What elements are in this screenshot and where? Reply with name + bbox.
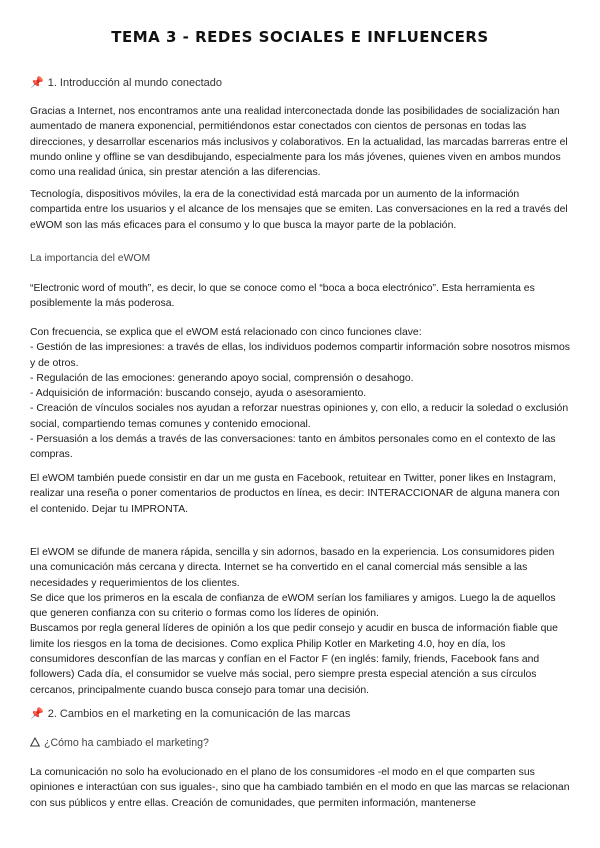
section-1-heading <box>30 76 222 89</box>
pushpin-icon: 📌 <box>30 77 44 89</box>
section-2-heading <box>30 707 350 720</box>
paragraph-text: Tecnología, dispositivos móviles, la era de la conectividad está marcada por un aumento de la información compartida entre los usuarios y el alcance de los mensajes que se emiten. Las conversaciones en la red a través del eWOM son las más eficaces para el consumo y lo que busca la mayor parte de la población. <box>30 189 568 231</box>
paragraph-text: Se dice que los primeros en la escala de confianza de eWOM serían los familiares y amigos. Luego la de aquellos que generen confianza con su criterio o formas como los líderes de opinión. <box>30 592 556 620</box>
paragraph-text: “Electronic word of mouth”, es decir, lo que se conoce como el “boca a boca electrónico”. Esta herramienta es posiblemente la más poderosa. <box>30 283 535 310</box>
section-2-paragraph-1 <box>30 765 570 811</box>
pushpin-icon: 📌 <box>30 708 44 720</box>
warning-triangle-icon <box>30 737 40 747</box>
list-item: - Adquisición de información: buscando consejo, ayuda o asesoramiento. <box>30 388 367 400</box>
ewom-paragraph-3 <box>30 545 570 698</box>
list-item: - Persuasión a los demás a través de las conversaciones: tanto en ámbitos personales como en el contexto de las compras. <box>30 434 556 461</box>
page-title: TEMA 3 - REDES SOCIALES E INFLUENCERS <box>111 28 489 46</box>
list-intro: Con frecuencia, se explica que el eWOM está relacionado con cinco funciones clave: <box>30 327 422 338</box>
paragraph-text: Gracias a Internet, nos encontramos ante una realidad interconectada donde las posibilidades de socialización han aumentado de manera exponencial, permitiéndonos estar conectados con cientos de personas en todas las direcciones, y desarrollar escenarios más inclusivos y colaborativos. En la actualidad, las marcadas barreras entre el mundo online y offline se van desdibujando, especialmente para los más jóvenes, quienes viven en ambos mundos como una realidad única, sin prestar atención a las diferencias. <box>30 106 568 179</box>
question-text: ¿Cómo ha cambiado el marketing? <box>44 737 209 749</box>
subsection-ewom-heading: La importancia del eWOM <box>30 253 151 264</box>
section-1-paragraph-2 <box>30 187 570 233</box>
ewom-paragraph-1 <box>30 281 570 312</box>
paragraph-text: Buscamos por regla general líderes de opinión a los que pedir consejo y acudir en busca de información fiable que limite los riesgos en la toma de decisiones. Como explica Philip Kotler en Marketing 4.0, hoy en día, los consumidores desconfían de las marcas y confían en el Factor F (en inglés: family, friends, Facebook fans and followers) Cada día, el consumidor se vuelve más social, pero siempre presta especial atención a sus círculos cercanos, principalmente cuando busca consejo para tomar una decisión. <box>30 623 558 696</box>
section-1-heading-text: 1. Introducción al mundo conectado <box>47 76 222 89</box>
ewom-functions-list <box>30 325 570 463</box>
section-1-paragraph-1 <box>30 104 570 180</box>
section-2-question <box>30 737 209 749</box>
list-item: - Gestión de las impresiones: a través de ellas, los individuos podemos compartir información sobre nosotros mismos y de otros. <box>30 342 570 369</box>
list-item: - Regulación de las emociones: generando apoyo social, comprensión o desahogo. <box>30 372 414 384</box>
section-2-heading-text: 2. Cambios en el marketing en la comunicación de las marcas <box>47 707 351 720</box>
paragraph-text: El eWOM también puede consistir en dar un me gusta en Facebook, retuitear en Twitter, poner likes en Instagram, realizar una reseña o poner comentarios de productos en línea, es decir: INTERACCIONAR de alguna manera con el contenido. Dejar tu IMPRONTA. <box>30 473 560 515</box>
paragraph-text: El eWOM se difunde de manera rápida, sencilla y sin adornos, basado en la experiencia. Los consumidores piden una comunicación más cercana y directa. Internet se ha convertido en el canal comercial más sensible a las necesidades y requerimientos de los clientes. <box>30 547 555 589</box>
list-item: - Creación de vínculos sociales nos ayudan a reforzar nuestras opiniones y, con ello, a reducir la soledad o exclusión social, compartiendo temas comunes y contenido emocional. <box>30 403 569 430</box>
ewom-paragraph-2 <box>30 471 570 517</box>
paragraph-text: La comunicación no solo ha evolucionado en el plano de los consumidores -el modo en el que comparten sus opiniones e interactúan con sus iguales-, sino que ha cambiado también en el modo en que las marcas se relacionan con sus públicos y entre ellas. Creación de comunidades, que permiten información, mantenerse <box>30 767 570 809</box>
